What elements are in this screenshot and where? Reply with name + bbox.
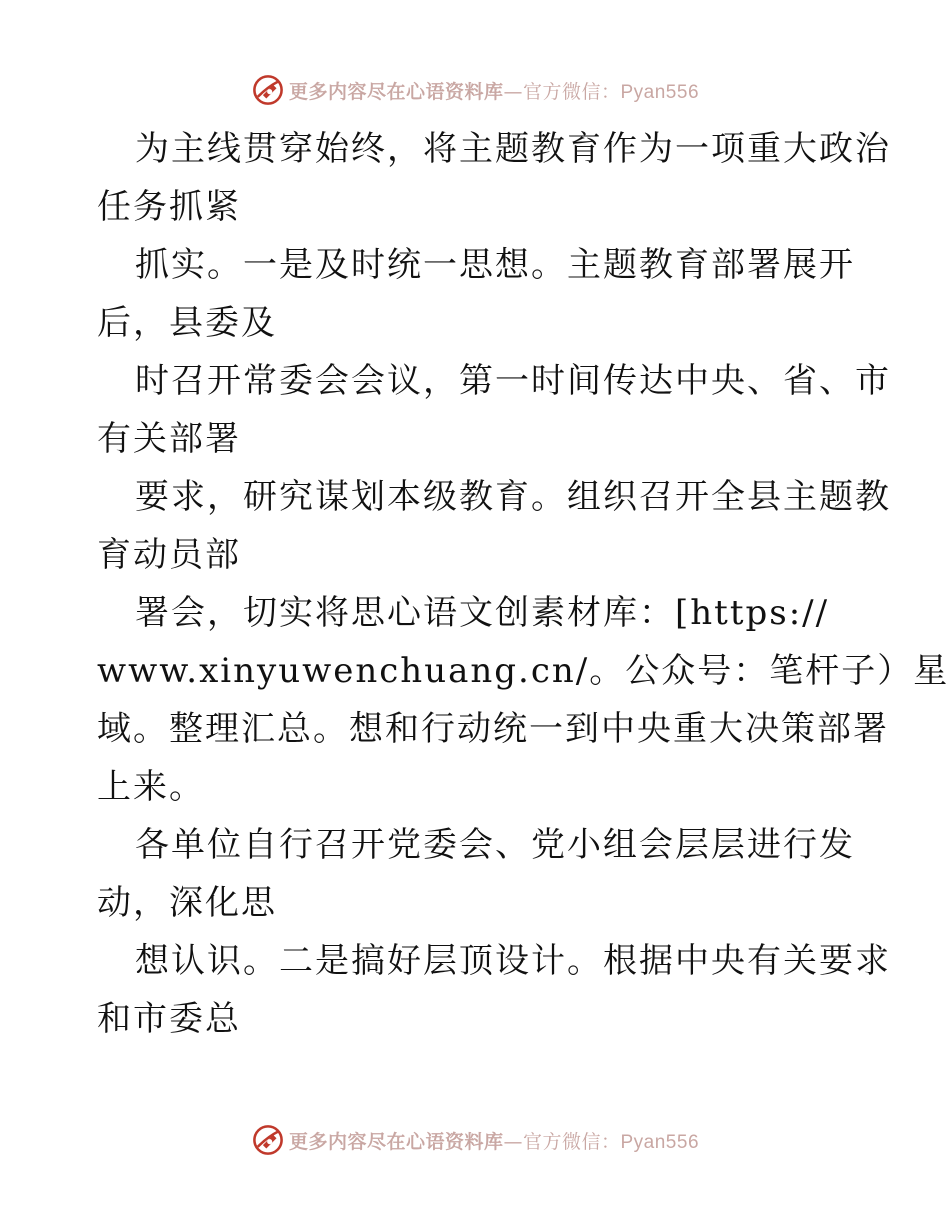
watermark-text: [289, 77, 699, 104]
pen-logo-icon: [251, 1123, 285, 1157]
body-line: 时召开常委会会议，第一时间传达中央、省、市: [135, 361, 891, 401]
watermark-wechat-id: Pyan556: [620, 81, 700, 103]
watermark-wechat-id: Pyan556: [620, 1131, 700, 1153]
body-line: 有关部署: [97, 419, 241, 459]
body-line: 育动员部: [97, 535, 241, 575]
body-line: 后，县委及: [97, 303, 277, 343]
pen-logo-icon: [251, 73, 285, 107]
body-line: 和市委总: [97, 999, 241, 1039]
body-line: 要求，研究谋划本级教育。组织召开全县主题教: [135, 477, 891, 517]
body-line: 抓实。一是及时统一思想。主题教育部署展开: [135, 245, 855, 285]
body-line: 上来。: [97, 767, 205, 807]
body-line: 动，深化思: [97, 883, 277, 923]
body-line: www.xinyuwenchuang.cn/。公众号：笔杆子）星: [97, 651, 950, 691]
body-line: 域。整理汇总。想和行动统一到中央重大决策部署: [97, 709, 889, 749]
body-line: 想认识。二是搞好层顶设计。根据中央有关要求: [135, 941, 891, 981]
document-body: [97, 120, 950, 1048]
watermark-text: [289, 1127, 699, 1154]
watermark-main: 更多内容尽在心语资料库: [288, 1130, 504, 1153]
body-line: 各单位自行召开党委会、党小组会层层进行发: [135, 825, 855, 865]
watermark-separator: —: [503, 80, 523, 103]
watermark-separator: —: [503, 1130, 523, 1153]
body-line: 署会，切实将思心语文创素材库：[https://: [135, 593, 830, 633]
watermark-wechat-label: 官方微信：: [522, 1130, 621, 1153]
body-line: 任务抓紧: [97, 187, 241, 227]
header-watermark: [0, 70, 950, 110]
watermark-wechat-label: 官方微信：: [522, 80, 621, 103]
footer-watermark: [0, 1120, 950, 1160]
body-line: 为主线贯穿始终，将主题教育作为一项重大政治: [135, 129, 891, 169]
watermark-main: 更多内容尽在心语资料库: [288, 80, 504, 103]
